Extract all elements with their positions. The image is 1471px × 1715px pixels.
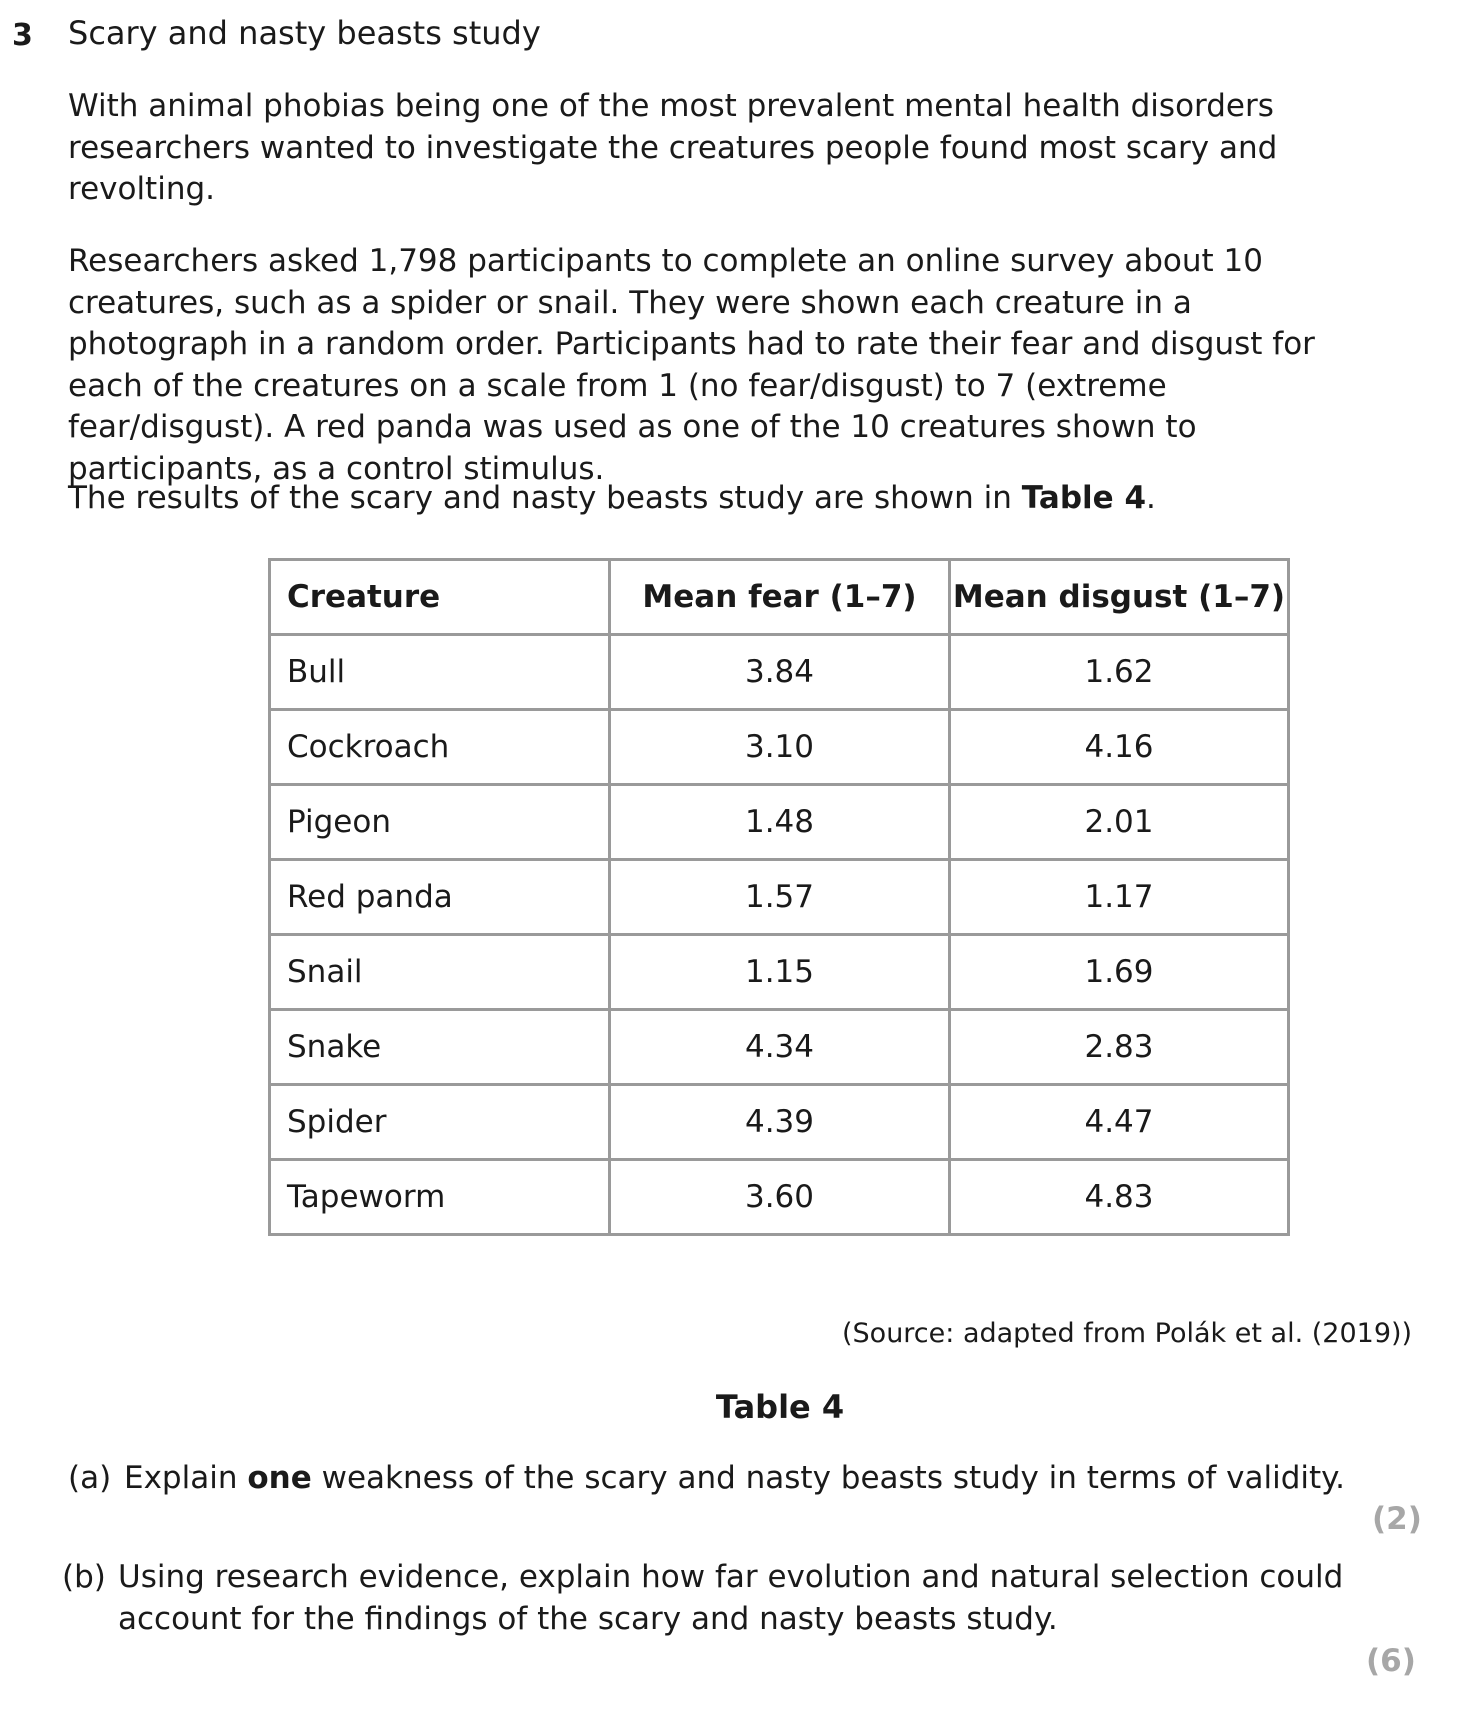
cell-mean-fear: 1.57 — [610, 860, 950, 935]
intro-paragraph-3-end: . — [1146, 480, 1156, 516]
cell-mean-disgust: 1.62 — [950, 635, 1289, 710]
table-row — [270, 635, 1289, 710]
intro-paragraph-3 — [68, 478, 1368, 520]
cell-mean-fear: 1.15 — [610, 935, 950, 1010]
table-row — [270, 785, 1289, 860]
table-row — [270, 1085, 1289, 1160]
cell-mean-fear: 3.10 — [610, 710, 950, 785]
table-header-row — [270, 560, 1289, 635]
cell-creature: Tapeworm — [270, 1160, 610, 1235]
cell-creature: Snail — [270, 935, 610, 1010]
part-b-marks: (6) — [1366, 1643, 1416, 1679]
cell-mean-disgust: 1.17 — [950, 860, 1289, 935]
part-a-emphasis: one — [247, 1460, 312, 1496]
cell-mean-fear: 4.39 — [610, 1085, 950, 1160]
cell-creature: Snake — [270, 1010, 610, 1085]
table-row — [270, 1010, 1289, 1085]
table-row — [270, 710, 1289, 785]
table-caption: Table 4 — [715, 1388, 845, 1426]
cell-mean-disgust: 4.16 — [950, 710, 1289, 785]
cell-creature: Bull — [270, 635, 610, 710]
table-row — [270, 1160, 1289, 1235]
cell-creature: Pigeon — [270, 785, 610, 860]
part-a-text — [124, 1457, 1374, 1499]
cell-mean-disgust: 4.47 — [950, 1085, 1289, 1160]
cell-mean-disgust: 4.83 — [950, 1160, 1289, 1235]
cell-creature: Spider — [270, 1085, 610, 1160]
intro-paragraph-2: Researchers asked 1,798 participants to complete an online survey about 10 creatures, such as a spider or snail. They were shown each creature in a photograph in a random order. Participants had to rate their fear and disgust for each of the creatures on a scale from 1 (no fear/disgust) to 7 (extreme fear/disgust). A red panda was used as one of the 10 creatures shown to participants, as a control stimulus. — [68, 243, 1315, 487]
cell-mean-disgust: 2.01 — [950, 785, 1289, 860]
table-source: (Source: adapted from Polák et al. (2019)) — [842, 1318, 1413, 1349]
table-reference: Table 4 — [1021, 480, 1147, 516]
question-number: 3 — [12, 18, 33, 53]
part-a-marks: (2) — [1372, 1501, 1422, 1537]
cell-mean-fear: 1.48 — [610, 785, 950, 860]
part-b-label: (b) — [62, 1559, 106, 1595]
results-table — [268, 558, 1290, 1236]
header-mean-fear: Mean fear (1–7) — [610, 560, 950, 635]
cell-mean-fear: 4.34 — [610, 1010, 950, 1085]
intro-paragraph-1: With animal phobias being one of the most prevalent mental health disorders researchers wanted to investigate the creatures people found most scary and revolting. — [68, 88, 1278, 207]
header-mean-disgust: Mean disgust (1–7) — [950, 560, 1289, 635]
intro-paragraph-3-text: The results of the scary and nasty beasts study are shown in — [68, 480, 1022, 516]
cell-creature: Red panda — [270, 860, 610, 935]
header-creature: Creature — [270, 560, 610, 635]
question-title: Scary and nasty beasts study — [68, 14, 541, 52]
part-b-text: Using research evidence, explain how far evolution and natural selection could account for the findings of the scary and nasty beasts study. — [118, 1559, 1344, 1637]
cell-mean-fear: 3.60 — [610, 1160, 950, 1235]
part-a-text-end: weakness of the scary and nasty beasts study in terms of validity. — [311, 1460, 1345, 1496]
cell-mean-disgust: 1.69 — [950, 935, 1289, 1010]
table-row — [270, 860, 1289, 935]
cell-mean-fear: 3.84 — [610, 635, 950, 710]
part-a-label: (a) — [68, 1460, 112, 1496]
cell-mean-disgust: 2.83 — [950, 1010, 1289, 1085]
cell-creature: Cockroach — [270, 710, 610, 785]
table-row — [270, 935, 1289, 1010]
part-a-text-start: Explain — [124, 1460, 248, 1496]
